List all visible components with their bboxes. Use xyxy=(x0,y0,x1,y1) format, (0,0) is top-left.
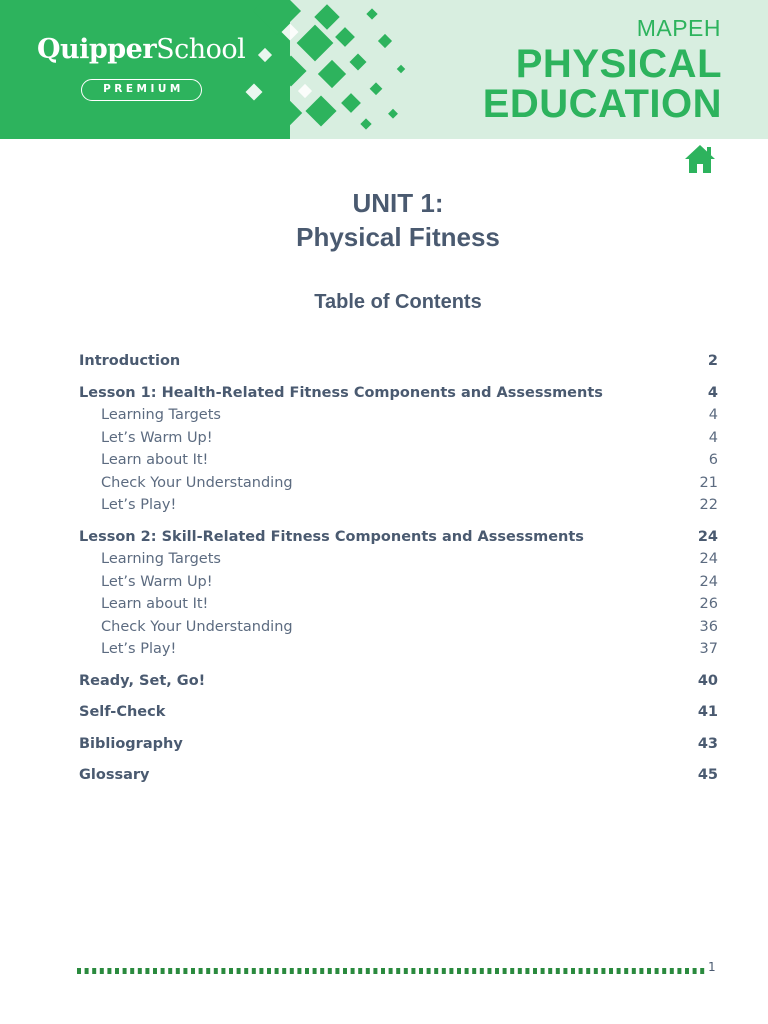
toc-entry-page: 21 xyxy=(699,474,718,491)
toc-entry-page: 4 xyxy=(708,429,718,446)
toc-entry-page: 43 xyxy=(697,735,718,752)
toc-entry[interactable] xyxy=(79,673,718,696)
brand-name-regular: School xyxy=(156,34,246,65)
toc-entry-page: 22 xyxy=(699,497,718,513)
toc-subentry[interactable] xyxy=(79,641,718,664)
toc-entry[interactable] xyxy=(79,736,718,759)
toc-entry-label: Lesson 1: Health-Related Fitness Components and Assessments xyxy=(79,384,603,401)
toc-entry-label: Let’s Warm Up! xyxy=(101,573,213,590)
unit-title: Physical Fitness xyxy=(296,222,500,252)
toc-entry-page: 24 xyxy=(697,528,718,545)
toc-entry-page: 4 xyxy=(708,407,718,423)
toc-subentry[interactable] xyxy=(79,407,718,430)
table-of-contents xyxy=(79,353,718,790)
toc-entry-label: Check Your Understanding xyxy=(101,618,293,635)
toc-entry[interactable] xyxy=(79,767,718,790)
toc-entry-label: Learning Targets xyxy=(101,407,221,423)
toc-entry-page: 2 xyxy=(707,353,718,369)
toc-entry-page: 6 xyxy=(708,452,718,468)
toc-entry-label: Ready, Set, Go! xyxy=(79,672,206,689)
subject-label: MAPEH xyxy=(636,15,721,41)
toc-entry-page: 40 xyxy=(697,672,718,689)
toc-entry-label: Lesson 2: Skill-Related Fitness Components and Assessments xyxy=(79,528,584,545)
toc-entry-page: 37 xyxy=(699,641,718,657)
toc-entry-page: 41 xyxy=(697,704,718,720)
unit-number: UNIT 1: xyxy=(352,188,444,218)
toc-entry[interactable] xyxy=(79,529,718,552)
toc-subentry[interactable] xyxy=(79,596,718,619)
toc-entry-label: Check Your Understanding xyxy=(101,474,293,491)
toc-entry-label: Glossary xyxy=(79,767,150,783)
toc-subentry[interactable] xyxy=(79,551,718,574)
toc-entry-page: 26 xyxy=(699,596,718,612)
toc-entry-page: 45 xyxy=(697,767,718,783)
toc-subentry[interactable] xyxy=(79,497,718,520)
toc-subentry[interactable] xyxy=(79,452,718,475)
toc-entry-label: Learn about It! xyxy=(101,596,209,612)
course-title-line2: EDUCATION xyxy=(482,82,722,126)
toc-entry-label: Self-Check xyxy=(79,704,166,720)
toc-entry-label: Bibliography xyxy=(79,735,183,752)
toc-entry-label: Learning Targets xyxy=(101,551,221,567)
toc-subentry[interactable] xyxy=(79,430,718,453)
toc-entry-page: 24 xyxy=(699,573,718,590)
toc-entry-label: Introduction xyxy=(79,353,181,369)
page-header xyxy=(0,0,768,139)
home-icon[interactable] xyxy=(683,143,717,175)
toc-subentry[interactable] xyxy=(79,475,718,498)
toc-entry-page: 24 xyxy=(699,551,718,567)
decorative-mosaic xyxy=(240,0,440,139)
brand-name-bold: Quipper xyxy=(37,34,157,65)
premium-badge: PREMIUM xyxy=(81,79,202,101)
toc-entry-label: Learn about It! xyxy=(101,452,209,468)
footer-dotted-rule xyxy=(77,968,705,974)
toc-entry-page: 4 xyxy=(707,384,718,401)
toc-subentry[interactable] xyxy=(79,619,718,642)
toc-entry-label: Let’s Play! xyxy=(101,497,177,513)
toc-entry-label: Let’s Play! xyxy=(101,641,177,657)
toc-entry[interactable] xyxy=(79,385,718,408)
course-title-line1: PHYSICAL xyxy=(515,42,722,86)
toc-entry-label: Let’s Warm Up! xyxy=(101,429,213,446)
toc-entry[interactable] xyxy=(79,704,718,727)
page-number: 1 xyxy=(708,960,716,974)
toc-heading: Table of Contents xyxy=(314,291,482,313)
toc-entry[interactable] xyxy=(79,353,718,376)
toc-subentry[interactable] xyxy=(79,574,718,597)
toc-entry-page: 36 xyxy=(699,618,718,635)
brand-logo xyxy=(37,34,245,65)
